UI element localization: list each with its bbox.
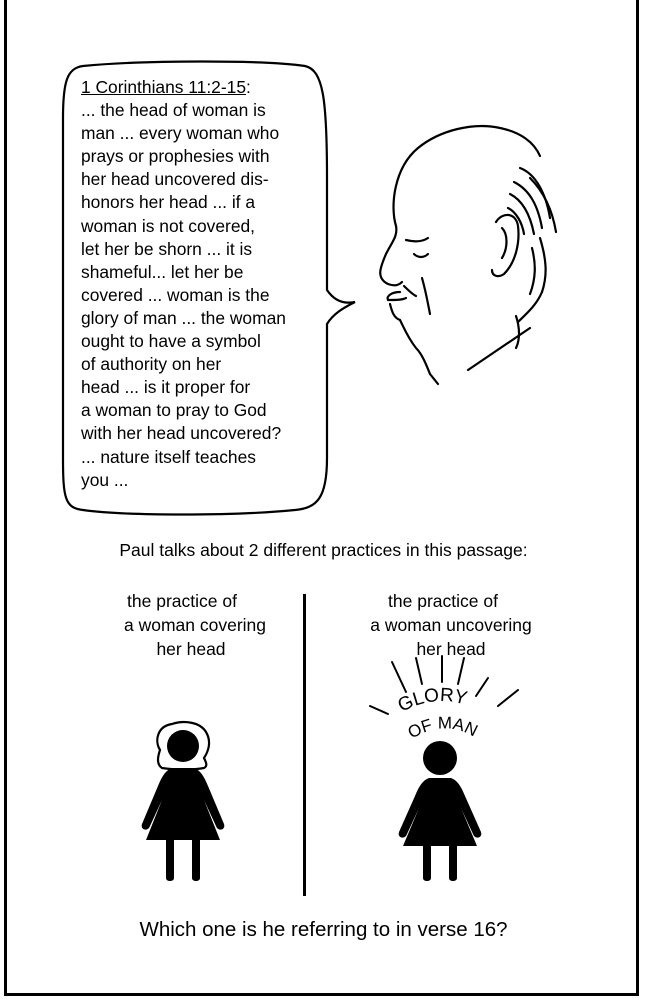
quote-line: her head uncovered dis- [81,169,269,190]
quote-line: honors her head ... if a [81,192,256,213]
covering-caption-line: a woman covering [123,615,267,635]
quote-line: shameful... let her be [81,261,244,282]
quote-line: man ... every woman who [81,123,280,144]
question-text: Which one is he referring to in verse 16? [139,918,508,941]
quote-text [81,76,331,492]
quote-line: ... the head of woman is [81,100,266,121]
quote-line: woman is not covered, [81,215,255,236]
quote-line: you ... [81,469,129,490]
uncovering-caption-line: her head [416,639,486,659]
quote-reference: 1 Corinthians 11:2-15 [81,77,246,97]
quote-line: with her head uncovered? [81,423,282,444]
of-man-arc-text: OF MAN [404,713,481,743]
uncovering-caption-line: a woman uncovering [370,615,532,635]
covering-caption-line: her head [156,639,226,659]
quote-reference-suffix: : [246,77,251,97]
quote-line: ought to have a symbol [81,331,261,352]
quote-line: head ... is it proper for [81,377,251,398]
man-portrait-illustration [370,108,570,398]
covered-woman-icon [138,720,228,882]
quote-line: prays or prophesies with [81,146,270,167]
covering-caption-line: the practice of [127,591,237,611]
glory-arc-text: GLORY [394,684,470,717]
quote-line: ... nature itself teaches [81,446,256,467]
uncovered-woman-icon [395,740,485,882]
quote-line: a woman to pray to God [81,400,267,421]
quote-line: let her be shorn ... it is [81,238,253,259]
uncovering-caption-line: the practice of [388,591,498,611]
intro-text: Paul talks about 2 different practices in this passage: [119,540,528,560]
covering-caption [100,589,290,661]
column-divider [303,594,306,896]
quote-line: of authority on her [81,354,222,375]
quote-line: glory of man ... the woman [81,307,286,328]
glory-rays-icon [360,648,530,748]
quote-line: covered ... woman is the [81,284,270,305]
